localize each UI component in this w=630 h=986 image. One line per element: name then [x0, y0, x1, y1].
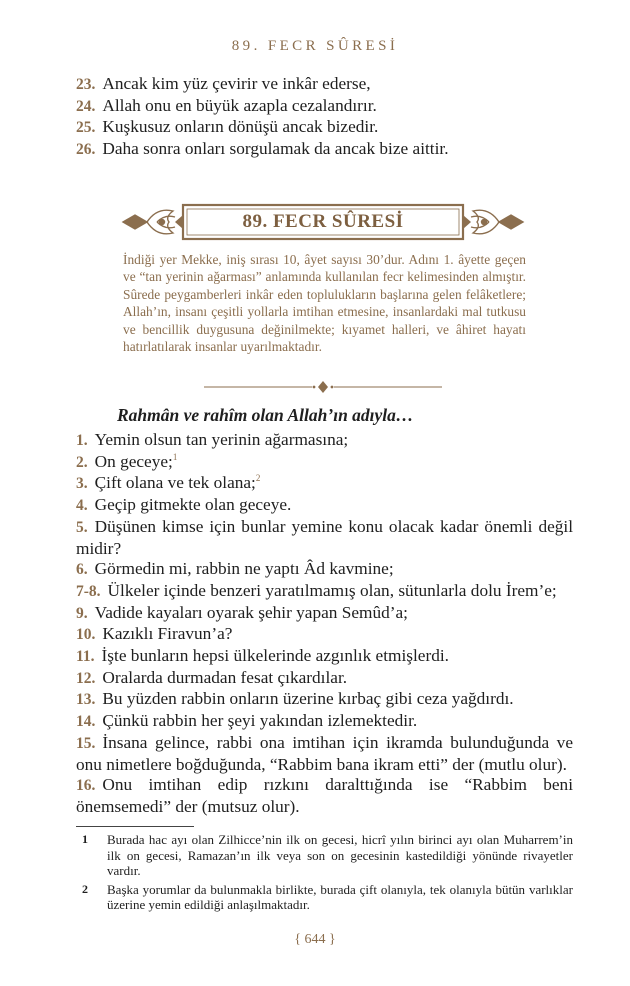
verse-text: Allah onu en büyük azapla cezalandırır. [102, 95, 377, 115]
verse-number: 14. [76, 713, 96, 731]
footnote-text: Başka yorumlar da bulunmakla birlikte, burada çift olanıyla, tek olanıyla bütün varlıklar üzerine yemin edildiği anlaşılmaktadır. [107, 881, 573, 913]
verse-number: 15. [76, 734, 96, 752]
verse-number: 23. [76, 76, 96, 93]
verse [76, 775, 573, 817]
footnote-number: 1 [82, 832, 88, 846]
footnote-number: 2 [82, 881, 88, 896]
verse [76, 559, 573, 581]
verse [76, 517, 573, 559]
verse [76, 495, 573, 517]
verse-text: Kuşkusuz onların dönüşü ancak bizedir. [102, 117, 379, 137]
verse-text: Ancak kim yüz çevirir ve inkâr ederse, [102, 74, 371, 93]
verse-text: Çünkü rabbin her şeyi yakından izlemektedir. [102, 711, 418, 731]
verse-number: 16. [76, 777, 96, 795]
verse-text: Çift olana ve tek olana; [94, 473, 256, 493]
verse-number: 12. [76, 669, 96, 687]
verse-number: 11. [76, 648, 95, 666]
verse-text: Geçip gitmekte olan geceye. [94, 495, 292, 515]
verse [76, 96, 573, 118]
verse-number: 10. [76, 626, 96, 644]
verse-text: Yemin olsun tan yerinin ağarmasına; [94, 430, 349, 449]
footnote-marker: 1 [172, 451, 178, 462]
verse-number: 25. [76, 119, 96, 137]
verse-text: Bu yüzden rabbin onların üzerine kırbaç gibi ceza yağdırdı. [102, 689, 514, 709]
verse [76, 430, 573, 452]
verse-number: 5. [76, 518, 88, 536]
verse [76, 646, 573, 668]
verse [76, 668, 573, 690]
verse-number: 4. [76, 497, 88, 515]
verse-number: 26. [76, 141, 96, 159]
verse-number: 3. [76, 475, 88, 493]
verse-number: 2. [76, 453, 88, 471]
verse [76, 711, 573, 733]
verse-text: Daha sonra onları sorgulamak da ancak bize aittir. [102, 139, 449, 159]
surah-introduction: İndiği yer Mekke, iniş sırası 10, âyet sayısı 30’dur. Adını 1. âyette geçen ve “tan yerinin ağarması” anlamında kullanılan fecr kelimesinden almıştır. Sûrede peygamberleri inkâr eden toplulukların başlarına gelen felâketlere; Allah’ın, insanı çeşitli yollarla imtihan etmesine, insanlardaki mal tutkusu ve bencillik duygusuna değinilmekte; kıyamet halleri, ve âhiret hayatı hatırlatılarak insanlar uyarılmaktadır. [123, 252, 526, 355]
verse [76, 603, 573, 625]
verse [76, 689, 573, 711]
verse-number: 13. [76, 691, 96, 709]
verse-text: On geceye; [94, 451, 173, 471]
verse-text: Düşünen kimse için bunlar yemine konu olacak kadar önemli değil midir? [76, 516, 573, 558]
verse-number: 9. [76, 604, 88, 622]
page-number: 644 [304, 932, 326, 947]
surah-title: 89. FECR SÛRESİ [242, 211, 404, 232]
verse-text: Kazıklı Firavun’a? [102, 624, 233, 644]
verse [76, 581, 573, 603]
page-number-block [0, 932, 630, 948]
footnote-text: Burada hac ayı olan Zilhicce’nin ilk on gecesi, hicrî yılın birinci ayı olan Muharrem’in ilk on gecesi, Ramazan’ın ilk veya son on gecesinin kastedildiği yönünde rivayetler vardır. [107, 832, 573, 879]
verse-list [76, 430, 573, 818]
verse [76, 473, 573, 495]
ornamental-divider [204, 380, 442, 394]
footnote [76, 882, 573, 913]
verse-number: 24. [76, 97, 96, 115]
footnote-marker: 2 [255, 473, 261, 484]
verse-text: İşte bunların hepsi ülkelerinde azgınlık etmişlerdi. [101, 646, 449, 666]
verse-text: Vadide kayaları oyarak şehir yapan Semûd’a; [94, 602, 408, 622]
page-number-ornament-right: } [329, 932, 336, 947]
running-header: 89. FECR SÛRESİ [231, 38, 399, 54]
verse [76, 452, 573, 474]
verse-text: Görmedin mi, rabbin ne yaptı Âd kavmine; [94, 559, 394, 579]
verse [76, 117, 573, 139]
verse-text: Oralarda durmadan fesat çıkardılar. [102, 667, 348, 687]
verse-text: İnsana gelince, rabbi ona imtihan için ikramda bulunduğunda ve onu nimetlere boğduğunda, “Rabbim bana ikram etti” der (mutlu olur). [76, 732, 573, 774]
basmala: Rahmân ve rahîm olan Allah’ın adıyla… [117, 405, 414, 425]
verse-text: Onu imtihan edip rızkını daralttığında ise “Rabbim beni önemsemedi” der (mutsuz olur). [76, 775, 573, 816]
verse [76, 139, 573, 161]
verse [76, 624, 573, 646]
verse-number: 6. [76, 561, 88, 579]
verse-text: Ülkeler içinde benzeri yaratılmamış olan, sütunlarla dolu İrem’e; [107, 580, 557, 600]
verse [76, 733, 573, 775]
footnote-list [76, 832, 573, 916]
page-number-ornament-left: { [294, 932, 301, 947]
footnote [76, 832, 573, 879]
surah-banner [121, 203, 525, 241]
verse-number: 1. [76, 432, 88, 449]
top-verse-list [76, 74, 573, 161]
footnote-separator [76, 826, 194, 827]
verse [76, 74, 573, 96]
verse-number: 7-8. [76, 582, 101, 600]
